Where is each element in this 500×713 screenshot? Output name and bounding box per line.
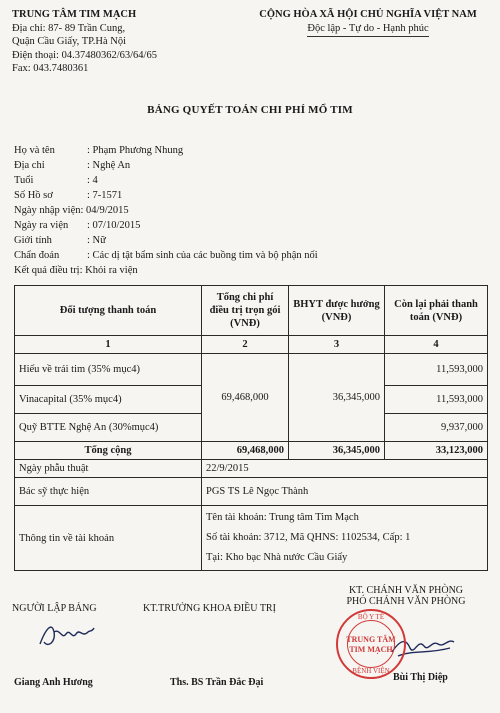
org-name: TRUNG TÂM TIM MẠCH	[12, 9, 137, 20]
nation-motto: Độc lập - Tự do - Hạnh phúc	[307, 22, 428, 38]
doctor-label: Bác sỹ thực hiện	[15, 478, 202, 506]
document-title: BẢNG QUYẾT TOÁN CHI PHÍ MỔ TIM	[147, 104, 353, 116]
payer-remaining: 11,593,000	[385, 386, 488, 414]
header-payer: Đối tượng thanh toán	[15, 286, 202, 336]
total-label: Tổng cộng	[15, 442, 202, 460]
total-cost-sum: 69,468,000	[202, 442, 289, 460]
surgery-date-row	[15, 460, 488, 478]
preparer-title: NGƯỜI LẬP BẢNG	[12, 603, 97, 614]
payer-remaining: 9,937,000	[385, 414, 488, 442]
info-age: Tuổi : 4	[14, 175, 98, 186]
account-row	[15, 506, 488, 571]
org-address-1: Địa chỉ: 87- 89 Trần Cung,	[12, 22, 126, 34]
official-stamp: BỘ Y TẾ TRUNG TÂM TIM MẠCH BỆNH VIỆN	[336, 609, 406, 679]
header-total-cost: Tổng chi phí điều trị trọn gói (VNĐ)	[202, 286, 289, 336]
preparer-name: Giang Anh Hương	[14, 677, 93, 688]
settlement-table	[14, 285, 488, 571]
remaining-sum: 33,123,000	[385, 442, 488, 460]
account-label: Thông tin về tài khoản	[15, 506, 202, 571]
payer-name: Hiếu về trái tim (35% mục4)	[15, 354, 202, 386]
org-address-2: Quận Cầu Giấy, TP.Hà Nội	[12, 36, 127, 48]
account-number: Số tài khoản: 3712, Mã QHNS: 1102534, Cấp: 1	[206, 532, 411, 543]
info-result: Kết quả điều trị: Khỏi ra viện	[14, 265, 138, 276]
info-file-number: Số Hồ sơ : 7-1571	[14, 190, 123, 201]
insurance-sum: 36,345,000	[289, 442, 385, 460]
payer-name: Quỹ BTTE Nghệ An (30%mục4)	[15, 414, 202, 442]
table-col-number-row	[15, 336, 488, 354]
account-name: Tên tài khoản: Trung tâm Tim Mạch	[206, 512, 359, 523]
surgery-date-value: 22/9/2015	[202, 460, 488, 478]
preparer-signature	[36, 618, 96, 650]
info-admission-date: Ngày nhập viện: 04/9/2015	[14, 205, 129, 216]
table-row	[15, 354, 488, 386]
info-address: Địa chỉ : Nghệ An	[14, 160, 131, 171]
nation-header	[248, 8, 488, 37]
info-diagnosis: Chẩn đoán : Các dị tật bẩm sinh của các buồng tim và bộ phận nối	[14, 250, 318, 261]
nation-name: CỘNG HÒA XÃ HỘI CHỦ NGHĨA VIỆT NAM	[259, 9, 477, 20]
dept-head-title: KT.TRƯỞNG KHOA ĐIỀU TRỊ	[143, 603, 276, 614]
payer-name: Vinacapital (35% mục4)	[15, 386, 202, 414]
org-header	[12, 8, 157, 76]
col-number-1: 1	[15, 336, 202, 354]
org-phone: Điện thoại: 04.37480362/63/64/65	[12, 49, 157, 61]
office-title: KT. CHÁNH VĂN PHÒNG PHÓ CHÁNH VĂN PHÒNG	[346, 585, 466, 607]
org-fax: Fax: 043.7480361	[12, 63, 89, 75]
account-bank: Tại: Kho bạc Nhà nước Cầu Giấy	[206, 552, 348, 563]
header-remaining: Còn lại phải thanh toán (VNĐ)	[385, 286, 488, 336]
office-name: Bùi Thị Diệp	[393, 672, 448, 683]
col-number-3: 3	[289, 336, 385, 354]
dept-head-name: Ths. BS Trần Đắc Đại	[170, 677, 264, 688]
total-cost-cell: 69,468,000	[202, 354, 289, 442]
doctor-value: PGS TS Lê Ngọc Thành	[202, 478, 488, 506]
payer-remaining: 11,593,000	[385, 354, 488, 386]
account-info	[202, 506, 488, 571]
info-name: Họ và tên : Phạm Phương Nhung	[14, 145, 184, 156]
col-number-2: 2	[202, 336, 289, 354]
total-row	[15, 442, 488, 460]
col-number-4: 4	[385, 336, 488, 354]
info-discharge-date: Ngày ra viện : 07/10/2015	[14, 220, 141, 231]
table-header-row	[15, 286, 488, 336]
insurance-cell: 36,345,000	[289, 354, 385, 442]
doctor-row	[15, 478, 488, 506]
info-gender: Giới tính : Nữ	[14, 235, 106, 246]
surgery-date-label: Ngày phẫu thuật	[15, 460, 202, 478]
header-insurance: BHYT được hưởng (VNĐ)	[289, 286, 385, 336]
